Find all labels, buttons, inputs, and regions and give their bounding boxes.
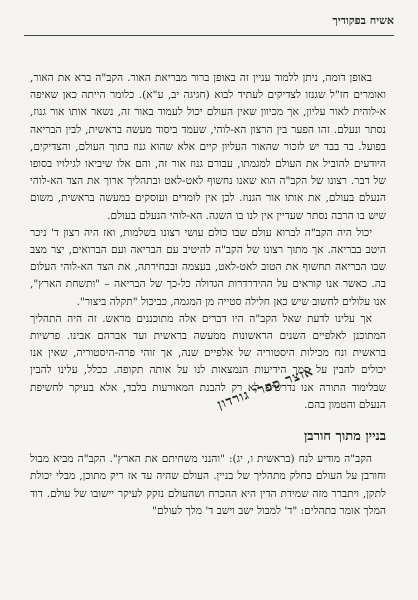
section-title: בניין מתוך חורבן (303, 429, 386, 445)
paragraph-2: יכול היה הקב"ה לברוא עולם שבו כולם עושי רצונו בשלמות, ואז היה רצון ד' ניכר היטב בבריאה. אך מתוך רצונו של הקב"ה להיטיב עם הבריאה ועם הברואים, יצר מצב שבו הבריאה תחשוף את הטוב לאט-לאט, בעצמה ובבחירתה, את הצד הא-לוהי העלום בה. כאשר אנו קוראים על ההידרדרות הגדולה כל-כך של הבריאה – "ותשחת הארץ", אנו עלולים לחשוב שיש כאן חלילה סטייה מן המגמה, כביכול "תקלה ביצור". (30, 226, 386, 308)
paragraph-1: באופן דומה, ניתן ללמוד עניין זה באופן ברור מבריאת האור. הקב"ה ברא את האור, ואומרים חז"ל שגנזו לצדיקים לעתיד לבוא (חגיגה יב, ע"א). כלומר הייתה כאן שאיפה א-לוהית לאור עליון, אך מכיוון שאין העולם יכול לעמוד באור זה, נשאר אותו אור גנוז, נסתר ונעלם. זהו הפער בין הרצון הא-לוהי, שעמד ביסוד מעשה בראשית, לבין הבריאה בפועל. בד בבד יש לזכור שהאור העליון קיים אלא שהוא גנוז בתוך העולם, והצדיקים, היודעים להוביל את העולם למגמתו, עבורם גנוז אור זה, והם אלו שיביאו לגילויו בסופו של דבר. רצונו של הקב"ה הוא שאנו נחשוף לאט-לאט ובתהליך ארוך את הצד הא-לוהי הנעלם בעולם, את אותו אור הגנוז. לכן אין לומדים ועוסקים במעשה בראשית, משום שיש בו הרבה נסתר שעדיין אין לנו בו השגה. הא-לוהי הנעלם בעולם. (30, 72, 386, 222)
library-stamp: אוצר ספרי גורדון (215, 364, 316, 413)
body-text (30, 70, 386, 520)
paragraph-3: אך עלינו לדעת שאל הקב"ה היו דברים אלה מתוכננים מראש. זה היה התהליך המתוכנן לאלפיים השנים הראשונות ממעשה בראשית ועד אברהם אבינו. פרשיות בראשית ונח מכילות היסטוריה של אלפיים שנה, אך זוהי פרה-היסטוריה, שאין אנו יכולים להבין על סמך הידיעות הנמצאות לנו על אותה תקופה. ככלל, עלינו להבין שבלימוד התורה אנו נדרשים לא רק להבנת המאורעות בלבד, אלא בעיקר לחשיפת הנעלם והטמון בהם. (30, 312, 386, 411)
section-paragraph: הקב"ה מודיע לנח (בראשית ו, יג): "והנני משחיתם את הארץ". הקב"ה מביא מבול וחורבן על העולם כחלק מתהליך של בניין. העולם שהיה עד אז ריק מתוכן, מבלי יכולת לתקן, ויתברר מזה שמידת הדין היא ההכרח ושהעולם נזקק לעיקר יישובו של עולם. דוד המלך אומר בתהלים: "ד' למבול ישב וישב ד' מלך לעולם" (30, 453, 386, 517)
running-header: אשיח בפקודיך (24, 14, 394, 36)
